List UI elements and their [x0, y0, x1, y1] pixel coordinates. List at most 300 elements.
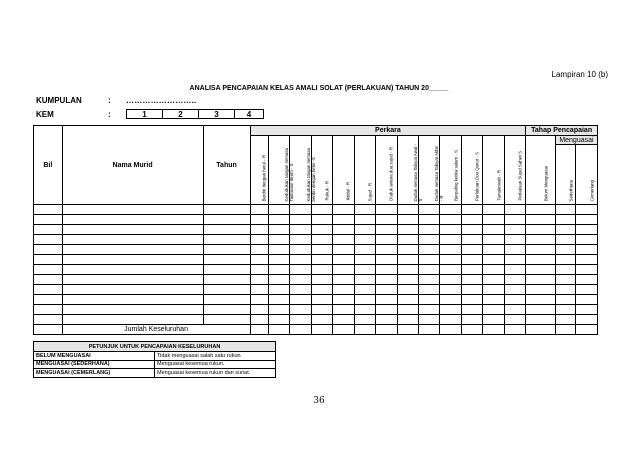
table-row [34, 245, 598, 255]
table-cell[interactable] [290, 205, 311, 215]
total-row [34, 325, 598, 335]
perkara-col [354, 136, 375, 205]
table-cell[interactable] [62, 275, 203, 285]
table-cell[interactable] [311, 255, 332, 265]
tahap-col [526, 136, 556, 205]
table-cell[interactable] [268, 225, 289, 235]
kem-number: 4 [246, 110, 252, 119]
kumpulan-label: KUMPULAN [36, 95, 82, 105]
total-cell [34, 325, 63, 335]
nama-murid-header: Nama Murid [62, 126, 203, 205]
table-cell[interactable] [397, 305, 418, 315]
table-row [34, 265, 598, 275]
kumpulan-row [36, 94, 196, 106]
table-cell[interactable] [250, 315, 268, 325]
table-cell[interactable] [576, 235, 598, 245]
perkara-label: Duduk semasa Tahiyat Akhir - R [434, 145, 445, 201]
perkara-label: Perlakuan Doa Qunut - S [474, 151, 480, 201]
table-cell[interactable] [504, 245, 526, 255]
table-cell[interactable] [354, 215, 375, 225]
table-cell[interactable] [440, 205, 461, 215]
table-cell[interactable] [268, 245, 289, 255]
table-cell[interactable] [483, 215, 504, 225]
table-cell[interactable] [461, 255, 482, 265]
table-cell[interactable] [268, 215, 289, 225]
table-cell[interactable] [461, 225, 482, 235]
table-cell[interactable] [397, 315, 418, 325]
table-cell[interactable] [290, 285, 311, 295]
table-cell[interactable] [483, 315, 504, 325]
table-cell[interactable] [268, 235, 289, 245]
table-cell[interactable] [203, 285, 250, 295]
table-cell[interactable] [576, 205, 598, 215]
table-cell[interactable] [203, 225, 250, 235]
table-cell[interactable] [526, 285, 556, 295]
table-cell[interactable] [250, 275, 268, 285]
table-cell[interactable] [483, 205, 504, 215]
table-cell[interactable] [555, 255, 575, 265]
table-cell[interactable] [483, 245, 504, 255]
table-cell[interactable] [62, 285, 203, 295]
table-cell[interactable] [555, 225, 575, 235]
table-cell[interactable] [203, 205, 250, 215]
table-cell[interactable] [311, 265, 332, 275]
table-cell[interactable] [526, 235, 556, 245]
table-cell[interactable] [483, 235, 504, 245]
table-cell[interactable] [354, 245, 375, 255]
table-cell[interactable] [376, 205, 397, 215]
table-cell[interactable] [62, 315, 203, 325]
table-cell[interactable] [34, 295, 63, 305]
table-cell[interactable] [250, 245, 268, 255]
table-cell[interactable] [376, 255, 397, 265]
table-cell[interactable] [376, 295, 397, 305]
perkara-label: Tamakninah - R [496, 170, 501, 201]
table-cell[interactable] [34, 225, 63, 235]
table-cell[interactable] [333, 255, 354, 265]
table-cell[interactable] [397, 265, 418, 275]
analysis-table [33, 125, 598, 335]
tahap-col [576, 145, 598, 205]
table-cell[interactable] [311, 235, 332, 245]
table-cell[interactable] [376, 225, 397, 235]
table-cell[interactable] [555, 245, 575, 255]
table-cell[interactable] [290, 305, 311, 315]
table-cell[interactable] [376, 265, 397, 275]
table-cell[interactable] [250, 205, 268, 215]
table-cell[interactable] [526, 265, 556, 275]
table-cell[interactable] [62, 215, 203, 225]
table-cell[interactable] [34, 205, 63, 215]
table-cell[interactable] [376, 235, 397, 245]
table-cell[interactable] [576, 245, 598, 255]
table-cell[interactable] [555, 285, 575, 295]
table-cell[interactable] [461, 235, 482, 245]
table-cell[interactable] [440, 285, 461, 295]
cemerlang-label: Cemerlang [589, 179, 595, 201]
table-cell[interactable] [354, 255, 375, 265]
table-cell[interactable] [250, 215, 268, 225]
table-cell[interactable] [290, 315, 311, 325]
table-cell[interactable] [268, 255, 289, 265]
table-cell[interactable] [250, 305, 268, 315]
table-cell[interactable] [440, 235, 461, 245]
table-cell[interactable] [203, 245, 250, 255]
table-row [34, 235, 598, 245]
table-cell[interactable] [440, 215, 461, 225]
table-cell[interactable] [555, 295, 575, 305]
perkara-col [250, 136, 268, 205]
table-cell[interactable] [440, 225, 461, 235]
table-cell[interactable] [34, 315, 63, 325]
table-cell[interactable] [376, 285, 397, 295]
table-cell[interactable] [576, 225, 598, 235]
table-row [34, 215, 598, 225]
table-cell[interactable] [461, 305, 482, 315]
table-cell[interactable] [250, 295, 268, 305]
table-cell[interactable] [440, 275, 461, 285]
perkara-label: Rukuk - R [324, 181, 330, 201]
table-cell[interactable] [268, 295, 289, 305]
table-cell[interactable] [555, 205, 575, 215]
table-cell[interactable] [311, 315, 332, 325]
table-cell[interactable] [354, 275, 375, 285]
table-cell[interactable] [34, 265, 63, 275]
table-cell[interactable] [418, 255, 439, 265]
table-cell[interactable] [504, 205, 526, 215]
table-cell[interactable] [203, 255, 250, 265]
table-cell[interactable] [555, 235, 575, 245]
table-cell[interactable] [34, 215, 63, 225]
table-cell[interactable] [418, 245, 439, 255]
tahap-col [555, 145, 575, 205]
table-cell[interactable] [483, 305, 504, 315]
table-cell[interactable] [376, 315, 397, 325]
table-cell[interactable] [250, 255, 268, 265]
perkara-col [440, 136, 461, 205]
kumpulan-colon: : [108, 95, 111, 105]
table-cell[interactable] [62, 235, 203, 245]
table-cell[interactable] [250, 265, 268, 275]
perkara-col [376, 136, 397, 205]
perkara-label: Perlakuan Sujud Sahwi S [517, 151, 523, 201]
table-cell[interactable] [290, 255, 311, 265]
table-cell[interactable] [354, 265, 375, 275]
table-cell[interactable] [418, 315, 439, 325]
legend-header: PETUNJUK UNTUK PENCAPAIAN KESELURUHAN [34, 342, 276, 352]
table-cell[interactable] [461, 265, 482, 275]
perkara-col [333, 136, 354, 205]
table-cell[interactable] [483, 265, 504, 275]
table-cell[interactable] [504, 215, 526, 225]
perkara-col [483, 136, 504, 205]
table-cell[interactable] [418, 285, 439, 295]
table-cell[interactable] [461, 285, 482, 295]
table-cell[interactable] [34, 235, 63, 245]
perkara-label: Sujud - R [367, 182, 373, 201]
table-cell[interactable] [483, 285, 504, 295]
table-cell[interactable] [418, 205, 439, 215]
table-cell[interactable] [34, 275, 63, 285]
table-cell[interactable] [461, 205, 482, 215]
table-cell[interactable] [397, 295, 418, 305]
table-cell[interactable] [34, 255, 63, 265]
table-cell[interactable] [268, 275, 289, 285]
table-cell[interactable] [333, 275, 354, 285]
table-cell[interactable] [333, 285, 354, 295]
perkara-col [504, 136, 526, 205]
legend-row [34, 352, 276, 361]
table-cell[interactable] [311, 275, 332, 285]
table-cell[interactable] [576, 275, 598, 285]
table-cell[interactable] [333, 235, 354, 245]
table-cell[interactable] [354, 285, 375, 295]
table-cell[interactable] [576, 215, 598, 225]
table-cell[interactable] [311, 305, 332, 315]
table-cell[interactable] [483, 295, 504, 305]
table-cell[interactable] [354, 235, 375, 245]
table-cell[interactable] [504, 315, 526, 325]
table-cell[interactable] [504, 305, 526, 315]
belum-menguasai-label: Belum Menguasai [543, 165, 549, 201]
table-cell[interactable] [555, 275, 575, 285]
table-cell[interactable] [526, 275, 556, 285]
legend-key: MENGUASAI (CEMERLANG) [34, 369, 155, 378]
table-cell[interactable] [311, 295, 332, 305]
table-cell[interactable] [461, 275, 482, 285]
table-cell[interactable] [250, 225, 268, 235]
menguasai-header: Menguasai [555, 136, 597, 145]
table-cell[interactable] [461, 295, 482, 305]
table-cell[interactable] [62, 295, 203, 305]
sederhana-label: Sederhana [568, 179, 574, 201]
table-cell[interactable] [576, 305, 598, 315]
table-cell[interactable] [376, 305, 397, 315]
table-cell[interactable] [555, 215, 575, 225]
kem-number: 2 [163, 110, 199, 118]
table-cell[interactable] [62, 265, 203, 275]
table-cell[interactable] [333, 245, 354, 255]
table-cell[interactable] [333, 305, 354, 315]
table-cell[interactable] [203, 265, 250, 275]
table-cell[interactable] [397, 235, 418, 245]
table-cell[interactable] [333, 205, 354, 215]
table-cell[interactable] [576, 285, 598, 295]
table-cell[interactable] [555, 305, 575, 315]
table-cell[interactable] [576, 295, 598, 305]
table-cell[interactable] [268, 265, 289, 275]
perkara-label: Kedudukan tangan semasa berdiri dengan betul -S [305, 147, 316, 201]
table-cell[interactable] [461, 215, 482, 225]
table-cell[interactable] [62, 225, 203, 235]
table-cell[interactable] [504, 275, 526, 285]
table-cell[interactable] [576, 315, 598, 325]
table-cell[interactable] [483, 225, 504, 235]
kumpulan-value: …………………….. [126, 95, 197, 105]
table-cell[interactable] [418, 215, 439, 225]
table-cell[interactable] [418, 295, 439, 305]
table-cell[interactable] [418, 275, 439, 285]
table-cell[interactable] [290, 215, 311, 225]
perkara-label: Iktidal - R [345, 182, 351, 201]
table-cell[interactable] [62, 245, 203, 255]
table-cell[interactable] [333, 295, 354, 305]
table-cell[interactable] [418, 235, 439, 245]
perkara-col [397, 136, 423, 205]
table-cell[interactable] [290, 235, 311, 245]
legend-table [33, 341, 276, 378]
perkara-col [268, 136, 295, 205]
table-cell[interactable] [440, 255, 461, 265]
table-row [34, 315, 598, 325]
table-cell[interactable] [376, 245, 397, 255]
table-row [34, 305, 598, 315]
table-cell[interactable] [397, 225, 418, 235]
table-cell[interactable] [397, 215, 418, 225]
table-cell[interactable] [62, 205, 203, 215]
table-cell[interactable] [311, 245, 332, 255]
table-cell[interactable] [203, 295, 250, 305]
table-cell[interactable] [268, 205, 289, 215]
legend-row [34, 360, 276, 369]
table-cell[interactable] [290, 275, 311, 285]
perkara-col [290, 136, 316, 205]
table-cell[interactable] [397, 205, 418, 215]
table-cell[interactable] [461, 245, 482, 255]
table-cell[interactable] [504, 255, 526, 265]
table-cell[interactable] [418, 305, 439, 315]
kem-number-boxes [126, 109, 264, 119]
table-cell[interactable] [354, 205, 375, 215]
kem-number: 1 [127, 110, 163, 118]
table-row [34, 255, 598, 265]
table-row [34, 205, 598, 215]
table-row [34, 285, 598, 295]
table-cell[interactable] [62, 255, 203, 265]
perkara-header: Perkara [250, 126, 526, 136]
table-cell[interactable] [376, 215, 397, 225]
table-cell[interactable] [440, 305, 461, 315]
table-cell[interactable] [376, 275, 397, 285]
table-cell[interactable] [526, 245, 556, 255]
table-cell[interactable] [290, 245, 311, 255]
table-cell[interactable] [203, 235, 250, 245]
table-cell[interactable] [526, 315, 556, 325]
table-cell[interactable] [418, 225, 439, 235]
table-cell[interactable] [526, 255, 556, 265]
table-cell[interactable] [483, 275, 504, 285]
perkara-label: Duduk semasa Tahiyat Awal - S [412, 143, 423, 201]
table-cell[interactable] [354, 305, 375, 315]
table-cell[interactable] [504, 285, 526, 295]
perkara-label: Berdiri dengan betul - R [261, 154, 267, 201]
table-cell[interactable] [34, 305, 63, 315]
table-cell[interactable] [504, 235, 526, 245]
table-cell[interactable] [203, 215, 250, 225]
table-cell[interactable] [555, 315, 575, 325]
table-cell[interactable] [250, 285, 268, 295]
table-cell[interactable] [268, 285, 289, 295]
table-cell[interactable] [397, 285, 418, 295]
table-cell[interactable] [34, 285, 63, 295]
kem-colon: : [108, 109, 111, 119]
table-cell[interactable] [311, 205, 332, 215]
perkara-label: Duduk antara dua sujud - R [388, 147, 394, 201]
legend-desc: Menguasai kesemua rukun dan sunat. [155, 369, 276, 378]
legend-desc: Menguasai kesemua rukun. [155, 360, 276, 369]
total-label: Jumlah Keseluruhan [62, 325, 250, 335]
kem-label: KEM [36, 109, 54, 119]
table-cell[interactable] [354, 295, 375, 305]
table-cell[interactable] [526, 205, 556, 215]
table-row [34, 275, 598, 285]
table-cell[interactable] [397, 275, 418, 285]
table-cell[interactable] [418, 265, 439, 275]
table-cell[interactable] [34, 245, 63, 255]
table-cell[interactable] [62, 305, 203, 315]
table-cell[interactable] [504, 225, 526, 235]
table-cell[interactable] [203, 305, 250, 315]
student-rows [34, 205, 598, 325]
tahun-header: Tahun [203, 126, 250, 205]
table-cell[interactable] [354, 225, 375, 235]
table-cell[interactable] [354, 315, 375, 325]
table-cell[interactable] [290, 265, 311, 275]
page-number: 36 [313, 396, 325, 406]
table-cell[interactable] [290, 225, 311, 235]
perkara-label: Berpaling ketika salam - S [453, 149, 459, 201]
table-cell[interactable] [311, 285, 332, 295]
table-cell[interactable] [311, 215, 332, 225]
table-cell[interactable] [504, 265, 526, 275]
table-cell[interactable] [333, 315, 354, 325]
table-cell[interactable] [440, 295, 461, 305]
table-cell[interactable] [576, 255, 598, 265]
table-cell[interactable] [397, 245, 418, 255]
table-cell[interactable] [526, 225, 556, 235]
bil-header: Bil [34, 126, 63, 205]
table-cell[interactable] [526, 305, 556, 315]
table-cell[interactable] [504, 295, 526, 305]
table-row [34, 225, 598, 235]
table-cell[interactable] [250, 235, 268, 245]
table-cell[interactable] [440, 245, 461, 255]
table-cell[interactable] [311, 225, 332, 235]
table-cell[interactable] [333, 265, 354, 275]
table-cell[interactable] [203, 315, 250, 325]
table-cell[interactable] [555, 265, 575, 275]
table-cell[interactable] [333, 225, 354, 235]
table-cell[interactable] [576, 265, 598, 275]
table-row [34, 295, 598, 305]
table-cell[interactable] [483, 255, 504, 265]
table-cell[interactable] [397, 255, 418, 265]
table-cell[interactable] [203, 275, 250, 285]
table-cell[interactable] [440, 315, 461, 325]
legend-key: MENGUASAI (SEDERHANA) [34, 360, 155, 369]
legend-key: BELUM MENGUASAI [34, 352, 155, 361]
table-cell[interactable] [526, 215, 556, 225]
table-cell[interactable] [268, 315, 289, 325]
tahap-pencapaian-header: Tahap Pencapaian [526, 126, 598, 136]
table-cell[interactable] [440, 265, 461, 275]
table-cell[interactable] [333, 215, 354, 225]
table-cell[interactable] [526, 295, 556, 305]
table-cell[interactable] [461, 315, 482, 325]
table-cell[interactable] [268, 305, 289, 315]
kem-number: 3 [199, 110, 235, 118]
table-cell[interactable] [290, 295, 311, 305]
